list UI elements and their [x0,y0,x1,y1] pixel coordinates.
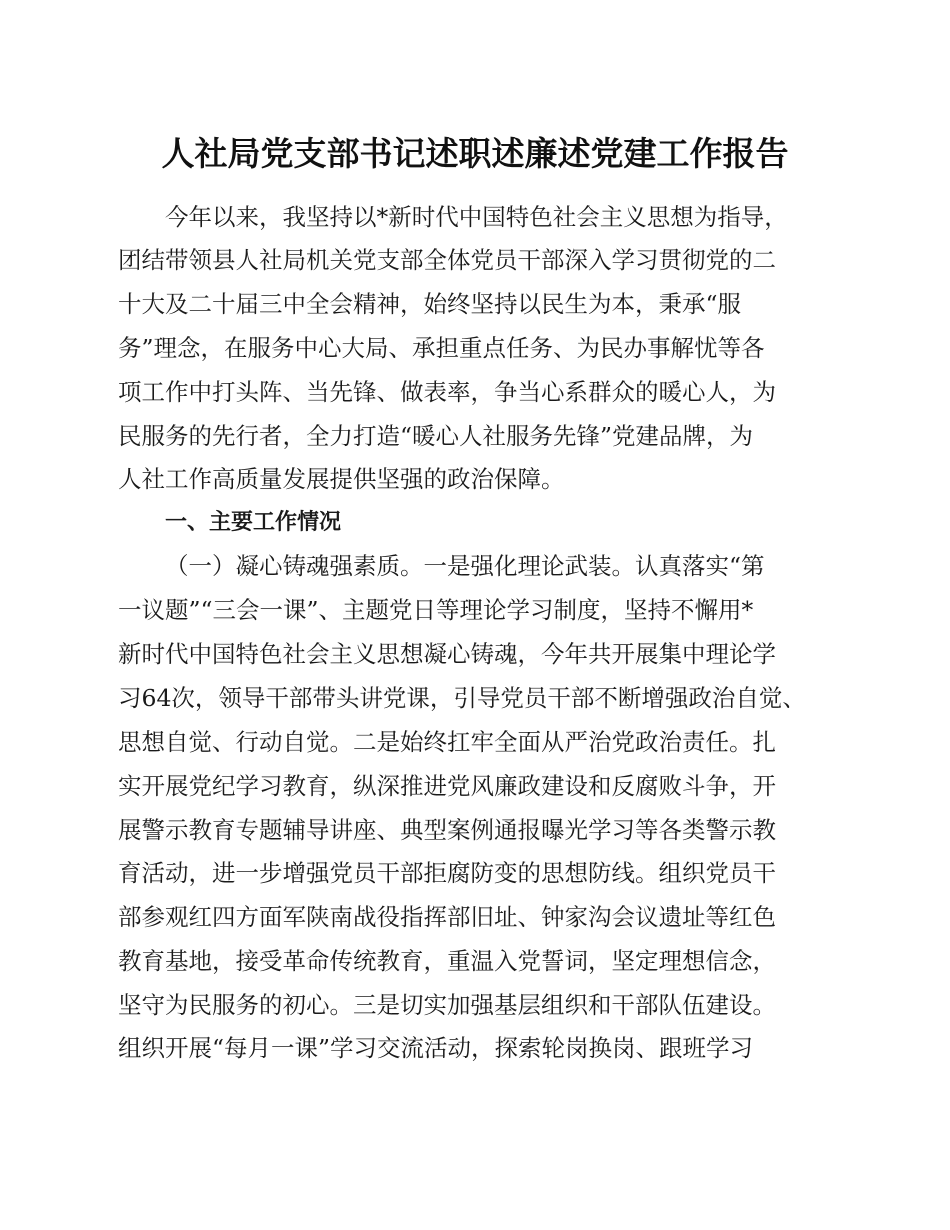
section-line: 一议题”“三会一课”、主题党日等理论学习制度，坚持不懈用* [118,596,754,624]
section-line: 新时代中国特色社会主义思想凝心铸魂，今年共开展集中理论学 [118,640,776,668]
document-title: 人社局党支部书记述职述廉述党建工作报告 [161,134,789,173]
section-line: 坚守为民服务的初心。三是切实加强基层组织和干部队伍建设。 [118,991,776,1019]
section-line: 展警示教育专题辅导讲座、典型案例通报曝光学习等各类警示教 [118,816,776,844]
intro-line: 今年以来，我坚持以*新时代中国特色社会主义思想为指导， [165,203,788,231]
section-heading: 一、主要工作情况 [165,510,342,535]
intro-line: 十大及二十届三中全会精神，始终坚持以民生为本，秉承“服 [118,290,742,318]
intro-line: 务”理念，在服务中心大局、承担重点任务、为民办事解忧等各 [118,334,765,362]
intro-line: 团结带领县人社局机关党支部全体党员干部深入学习贯彻党的二 [118,246,776,274]
intro-line: 人社工作高质量发展提供坚强的政治保障。 [118,465,565,493]
section-line: 实开展党纪学习教育，纵深推进党风廉政建设和反腐败斗争，开 [118,772,776,800]
section-line: 育活动，进一步增强党员干部拒腐防变的思想防线。组织党员干 [118,859,776,887]
intro-line: 项工作中打头阵、当先锋、做表率，争当心系群众的暖心人，为 [118,378,776,406]
section-line: 教育基地，接受革命传统教育，重温入党誓词，坚定理想信念， [118,947,776,975]
intro-line: 民服务的先行者，全力打造“暖心人社服务先锋”党建品牌，为 [118,422,754,450]
section-line: 习64次，领导干部带头讲党课，引导党员干部不断增强政治自觉、 [118,684,806,712]
section-line: 思想自觉、行动自觉。二是始终扛牢全面从严治党政治责任。扎 [118,728,776,756]
section-line: （一）凝心铸魂强素质。一是强化理论武装。认真落实“第 [165,552,765,580]
section-line: 部参观红四方面军陕南战役指挥部旧址、钟家沟会议遗址等红色 [118,903,776,931]
section-line: 组织开展“每月一课”学习交流活动，探索轮岗换岗、跟班学习 [118,1034,754,1062]
